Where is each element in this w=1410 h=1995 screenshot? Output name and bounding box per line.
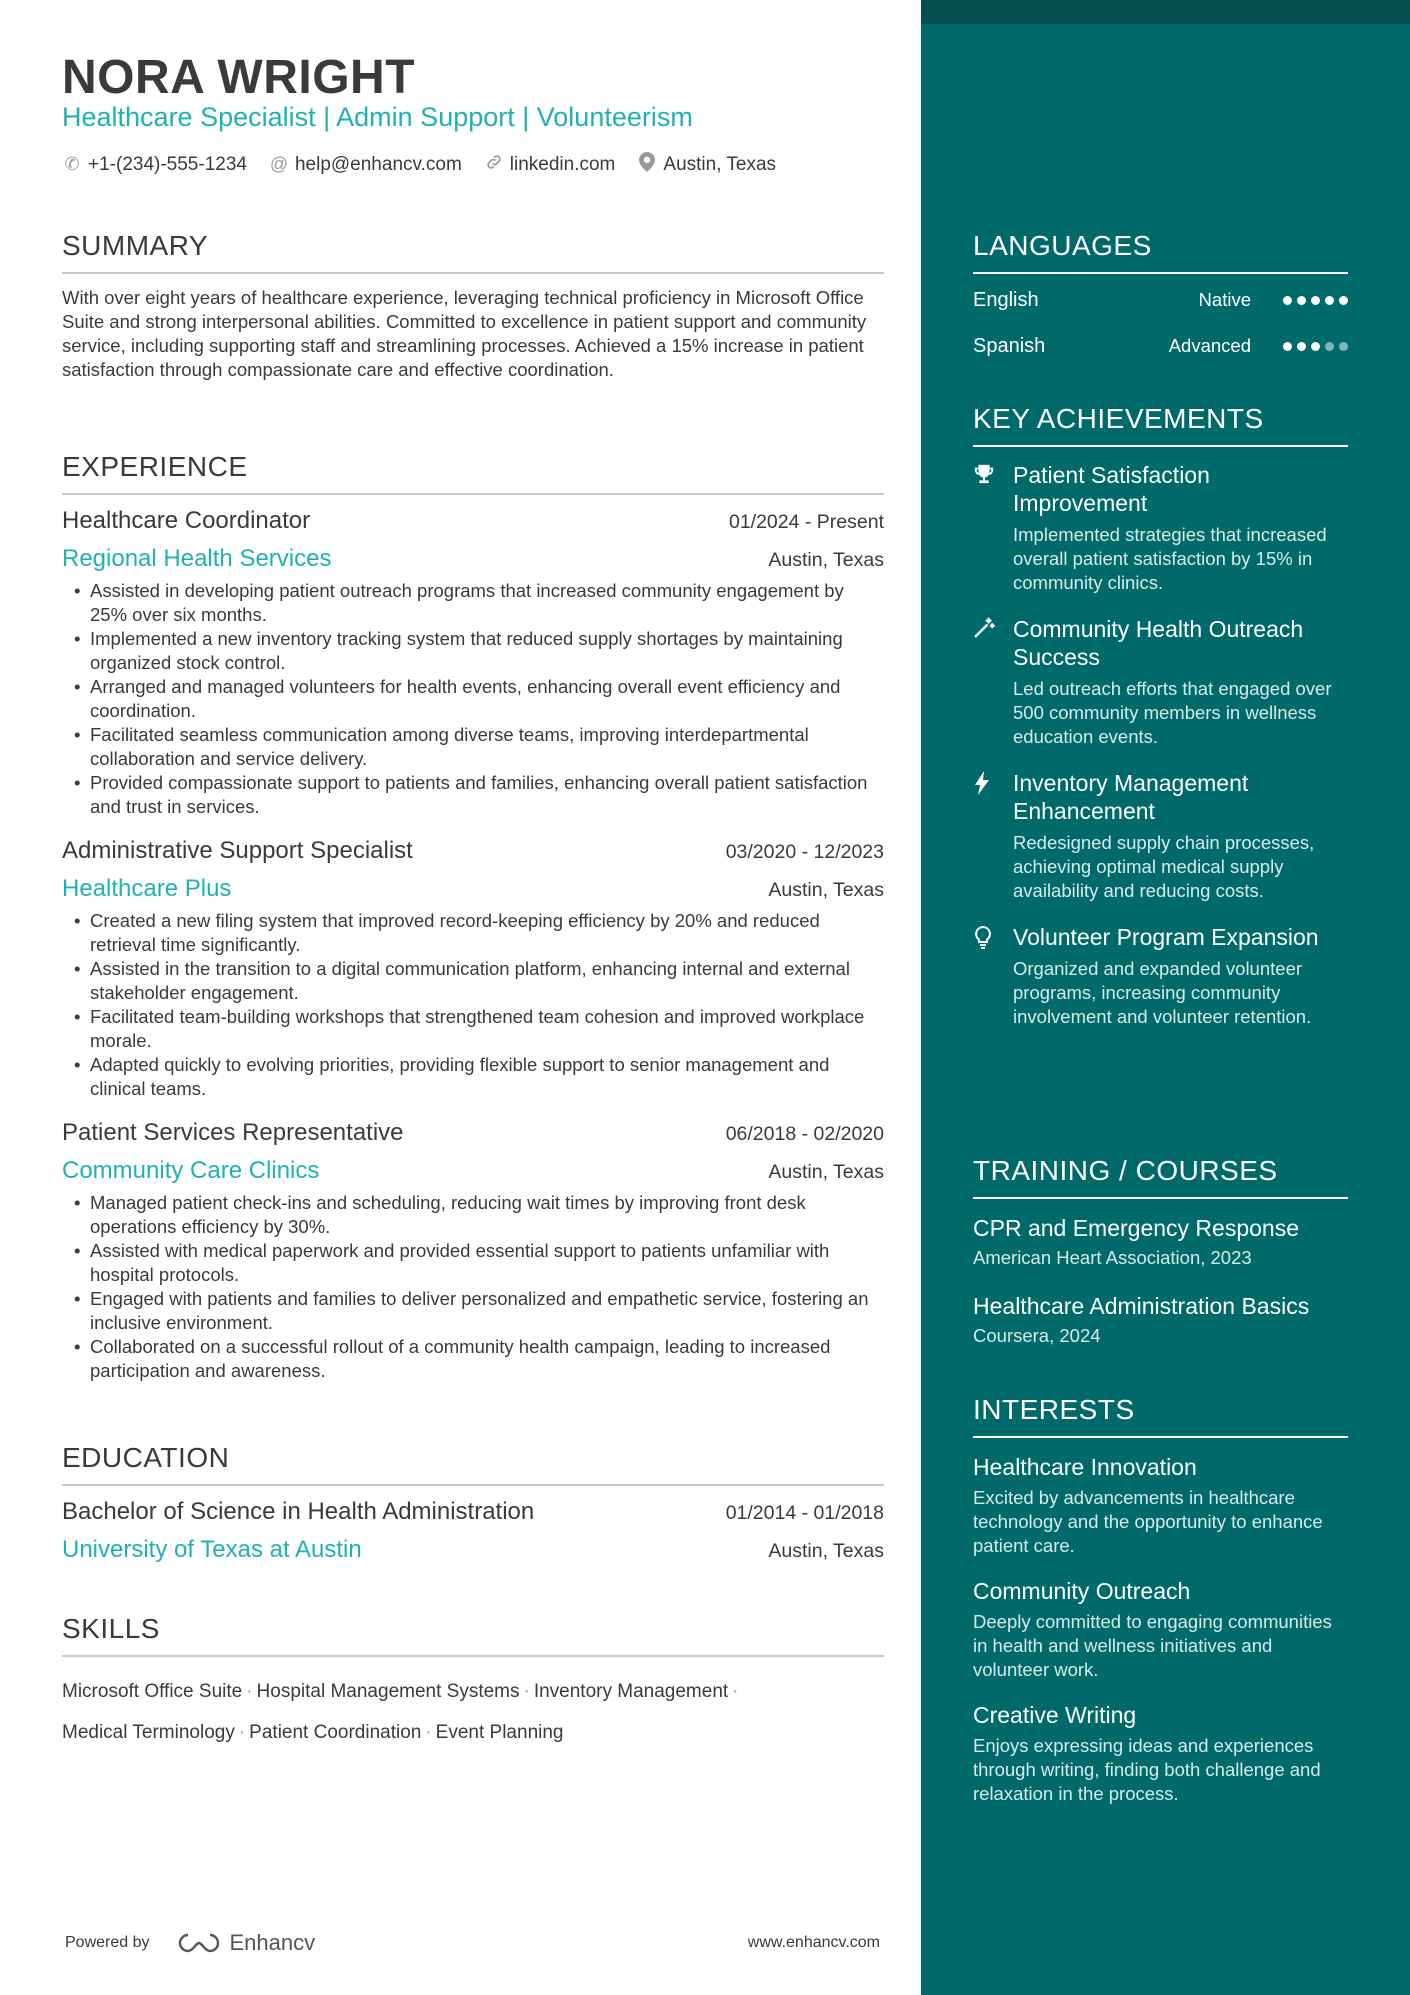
job-entry xyxy=(62,837,884,1101)
lightning-icon xyxy=(973,769,1013,903)
experience-divider xyxy=(62,493,884,495)
summary-divider xyxy=(62,272,884,274)
skills-list xyxy=(62,1671,884,1753)
skills-divider xyxy=(62,1655,884,1657)
language-row xyxy=(973,334,1348,358)
achievement-item xyxy=(973,769,1348,903)
achievement-title: Patient Satisfaction Improvement xyxy=(1013,462,1210,516)
interest-title: Community Outreach xyxy=(973,1578,1191,1604)
interest-item xyxy=(973,1700,1348,1806)
bullet-item: • Managed patient check-ins and scheduling, reducing wait times by improving front desk operations efficiency by 30%. xyxy=(62,1191,884,1239)
achievement-item xyxy=(973,615,1348,749)
brand-name: Enhancv xyxy=(229,1930,316,1955)
summary-section xyxy=(62,230,884,382)
skill-item: Event Planning xyxy=(435,1722,564,1743)
interests-title: INTERESTS xyxy=(973,1394,1135,1425)
skill-item: Inventory Management xyxy=(533,1681,729,1702)
bullet-item: • Arranged and managed volunteers for health events, enhancing overall event efficiency and coordination. xyxy=(62,675,884,723)
skill-separator: · xyxy=(425,1722,432,1743)
education-section xyxy=(62,1442,884,1564)
proficiency-dot-filled xyxy=(1297,296,1306,305)
languages-title: LANGUAGES xyxy=(973,230,1152,261)
course-item xyxy=(973,1291,1348,1347)
footer xyxy=(65,1930,880,1956)
interest-desc: Deeply committed to engaging communities in health and wellness initiatives and volunteer work. xyxy=(973,1611,1332,1680)
achievement-desc: Implemented strategies that increased overall patient satisfaction by 15% in community clinics. xyxy=(1013,524,1327,593)
course-title: CPR and Emergency Response xyxy=(973,1215,1299,1241)
skills-title: SKILLS xyxy=(62,1613,160,1644)
contact-location-text: Austin, Texas xyxy=(663,153,777,175)
job-title: Healthcare Coordinator xyxy=(62,507,311,534)
proficiency-dot-filled xyxy=(1311,342,1320,351)
degree-title: Bachelor of Science in Health Administration xyxy=(62,1498,535,1525)
proficiency-dots xyxy=(1283,296,1348,305)
sidebar-top-bar xyxy=(921,0,1410,24)
bullet-item: • Assisted in the transition to a digital communication platform, enhancing internal and external stakeholder engagement. xyxy=(62,957,884,1005)
job-title: Administrative Support Specialist xyxy=(62,837,413,864)
course-meta: Coursera, 2024 xyxy=(973,1325,1101,1346)
proficiency-dot-filled xyxy=(1283,296,1292,305)
bullet-item: • Engaged with patients and families to deliver personalized and empathetic service, fostering an inclusive environment. xyxy=(62,1287,884,1335)
at-icon: @ xyxy=(269,154,289,174)
proficiency-dot-filled xyxy=(1339,296,1348,305)
education-divider xyxy=(62,1484,884,1486)
contact-linkedin[interactable] xyxy=(484,152,616,177)
language-row xyxy=(973,288,1348,312)
languages-divider xyxy=(973,272,1348,274)
contact-phone[interactable] xyxy=(62,152,247,177)
language-level: Advanced xyxy=(1168,335,1251,356)
enhancv-logo[interactable] xyxy=(176,1930,316,1956)
interest-item xyxy=(973,1576,1348,1682)
contact-email[interactable] xyxy=(269,152,462,177)
achievement-item xyxy=(973,923,1348,1029)
languages-section xyxy=(973,230,1348,358)
interest-item xyxy=(973,1452,1348,1558)
bullet-item: • Assisted in developing patient outreach programs that increased community engagement by 25% over six months. xyxy=(62,579,884,627)
footer-url[interactable]: www.enhancv.com xyxy=(747,1934,880,1951)
education-date: 01/2014 - 01/2018 xyxy=(725,1502,884,1524)
skill-item: Hospital Management Systems xyxy=(256,1681,520,1702)
job-bullets xyxy=(62,909,884,1101)
skill-item: Patient Coordination xyxy=(249,1722,422,1743)
skill-separator: · xyxy=(246,1681,253,1702)
job-location: Austin, Texas xyxy=(768,1161,884,1183)
link-icon xyxy=(484,153,504,176)
job-company: Healthcare Plus xyxy=(62,875,232,902)
achievement-desc: Led outreach efforts that engaged over 500 community members in wellness education events. xyxy=(1013,678,1332,747)
education-location: Austin, Texas xyxy=(768,1540,884,1562)
interest-title: Healthcare Innovation xyxy=(973,1454,1197,1480)
achievement-desc: Redesigned supply chain processes, achieving optimal medical supply availability and reducing costs. xyxy=(1013,832,1315,901)
skills-section xyxy=(62,1613,884,1753)
bullet-item: • Facilitated seamless communication among diverse teams, improving interdepartmental collaboration and service delivery. xyxy=(62,723,884,771)
contact-bar xyxy=(62,152,776,177)
education-title: EDUCATION xyxy=(62,1442,230,1473)
lightbulb-icon xyxy=(973,923,1013,1029)
contact-location xyxy=(637,152,776,177)
proficiency-dot-filled xyxy=(1311,296,1320,305)
candidate-name: NORA WRIGHT xyxy=(62,51,416,104)
job-bullets xyxy=(62,579,884,819)
proficiency-dots xyxy=(1283,342,1348,351)
bullet-item: • Created a new filing system that improved record-keeping efficiency by 20% and reduced retrieval time significantly. xyxy=(62,909,884,957)
job-bullets xyxy=(62,1191,884,1383)
proficiency-dot-filled xyxy=(1325,296,1334,305)
education-entry xyxy=(62,1498,884,1564)
skill-separator: · xyxy=(732,1681,739,1702)
contact-email-text: help@enhancv.com xyxy=(294,153,462,175)
training-divider xyxy=(973,1197,1348,1199)
skill-item: Medical Terminology xyxy=(62,1722,235,1743)
skill-separator: · xyxy=(523,1681,530,1702)
powered-by-label: Powered by xyxy=(65,1934,150,1951)
job-date: 03/2020 - 12/2023 xyxy=(725,841,884,863)
contact-phone-text: +1-(234)-555-1234 xyxy=(88,153,247,175)
job-location: Austin, Texas xyxy=(768,549,884,571)
bullet-item: • Provided compassionate support to patients and families, enhancing overall patient satisfaction and trust in services. xyxy=(62,771,884,819)
candidate-headline: Healthcare Specialist | Admin Support | Volunteerism xyxy=(62,102,693,132)
bullet-item: • Implemented a new inventory tracking system that reduced supply shortages by maintaining organized stock control. xyxy=(62,627,884,675)
achievements-divider xyxy=(973,445,1348,447)
magic-wand-icon xyxy=(973,615,1013,749)
summary-text: With over eight years of healthcare experience, leveraging technical proficiency in Microsoft Office Suite and strong interpersonal abilities. Committed to excellence in patient support and community service, including supporting staff and streamlining processes. Achieved a 15% increase in patient satisfaction through compassionate care and effective coordination. xyxy=(62,287,867,380)
achievement-desc: Organized and expanded volunteer programs, increasing community involvement and volunteer retention. xyxy=(1013,958,1312,1027)
bullet-item: • Assisted with medical paperwork and provided essential support to patients unfamiliar with hospital protocols. xyxy=(62,1239,884,1287)
proficiency-dot-filled xyxy=(1297,342,1306,351)
job-entry xyxy=(62,1119,884,1383)
language-name: English xyxy=(973,288,1039,311)
proficiency-dot-empty xyxy=(1325,342,1334,351)
job-entry xyxy=(62,507,884,819)
language-level: Native xyxy=(1198,289,1251,310)
experience-title: EXPERIENCE xyxy=(62,451,248,482)
interest-desc: Enjoys expressing ideas and experiences through writing, finding both challenge and relaxation in the process. xyxy=(973,1735,1321,1804)
interest-title: Creative Writing xyxy=(973,1702,1137,1728)
school-name: University of Texas at Austin xyxy=(62,1536,362,1563)
achievements-section xyxy=(973,403,1348,1029)
job-company: Regional Health Services xyxy=(62,545,332,572)
job-company: Community Care Clinics xyxy=(62,1157,320,1184)
proficiency-dot-empty xyxy=(1339,342,1348,351)
bullet-item: • Facilitated team-building workshops that strengthened team cohesion and improved workplace morale. xyxy=(62,1005,884,1053)
training-section xyxy=(973,1155,1348,1347)
skill-item: Microsoft Office Suite xyxy=(62,1681,243,1702)
contact-linkedin-text: linkedin.com xyxy=(509,153,616,175)
achievement-title: Community Health Outreach Success xyxy=(1013,616,1304,670)
course-title: Healthcare Administration Basics xyxy=(973,1293,1310,1319)
language-name: Spanish xyxy=(973,334,1046,357)
sidebar-column xyxy=(921,0,1410,1995)
job-title: Patient Services Representative xyxy=(62,1119,404,1146)
job-date: 01/2024 - Present xyxy=(728,511,884,533)
summary-title: SUMMARY xyxy=(62,230,209,261)
location-pin-icon xyxy=(637,152,657,177)
skill-separator: · xyxy=(238,1722,246,1743)
interest-desc: Excited by advancements in healthcare technology and the opportunity to enhance patient care. xyxy=(973,1487,1323,1556)
training-title: TRAINING / COURSES xyxy=(973,1155,1278,1186)
enhancv-logo-mark-icon xyxy=(176,1931,222,1955)
proficiency-dot-filled xyxy=(1283,342,1292,351)
achievement-title: Inventory Management Enhancement xyxy=(1013,770,1249,824)
interests-section xyxy=(973,1394,1348,1806)
bullet-item: • Collaborated on a successful rollout of a community health campaign, leading to increased participation and awareness. xyxy=(62,1335,884,1383)
job-location: Austin, Texas xyxy=(768,879,884,901)
course-item xyxy=(973,1213,1348,1269)
course-meta: American Heart Association, 2023 xyxy=(973,1247,1252,1268)
achievement-item xyxy=(973,461,1348,595)
achievement-title: Volunteer Program Expansion xyxy=(1013,924,1319,950)
experience-section xyxy=(62,451,884,1383)
achievements-title: KEY ACHIEVEMENTS xyxy=(973,403,1264,434)
interests-divider xyxy=(973,1436,1348,1438)
job-date: 06/2018 - 02/2020 xyxy=(725,1123,884,1145)
trophy-icon xyxy=(973,461,1013,595)
phone-icon: ✆ xyxy=(64,154,80,174)
bullet-item: • Adapted quickly to evolving priorities, providing flexible support to senior management and clinical teams. xyxy=(62,1053,884,1101)
